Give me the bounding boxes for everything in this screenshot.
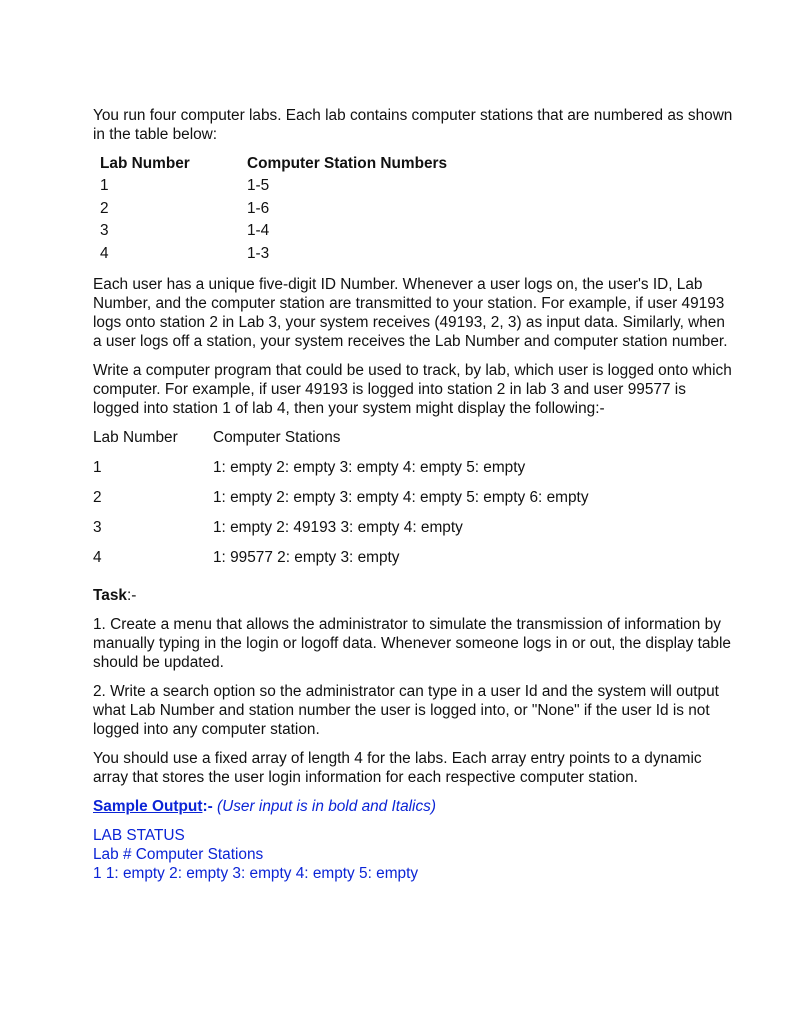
task-label: Task xyxy=(93,587,127,605)
lab-table-header-row xyxy=(94,153,453,175)
table-row xyxy=(94,175,453,197)
display-lab-number: 1 xyxy=(93,459,102,477)
sample-line: LAB STATUS xyxy=(93,827,185,845)
station-range-cell: 1-6 xyxy=(247,199,270,217)
display-lab-header: Lab Number xyxy=(93,429,178,447)
task-heading xyxy=(93,586,733,605)
lab-number-header: Lab Number xyxy=(100,155,190,172)
station-range-cell: 1-3 xyxy=(247,244,270,262)
display-stations: 1: empty 2: 49193 3: empty 4: empty xyxy=(213,519,463,537)
display-stations: 1: 99577 2: empty 3: empty xyxy=(213,549,400,567)
table-row xyxy=(94,220,453,242)
sample-output-suffix: :- xyxy=(202,798,213,816)
sample-output-note: (User input is in bold and Italics) xyxy=(217,798,436,816)
table-row xyxy=(94,198,453,220)
display-header-row xyxy=(93,428,733,458)
task-item-1: 1. Create a menu that allows the administrator to simulate the transmission of information by manually typing in the login or logoff data. Whenever someone logs in or out, the display table should be updated. xyxy=(93,616,731,672)
display-row xyxy=(93,548,733,578)
display-lab-number: 2 xyxy=(93,489,102,507)
sample-output-lines xyxy=(93,826,733,883)
program-description-paragraph: Write a computer program that could be used to track, by lab, which user is logged onto which computer. For example, if user 49193 is logged into station 2 in lab 3 and user 99577 is logged into station 1 of lab 4, then your system might display the following:- xyxy=(93,362,732,418)
table-row xyxy=(94,243,453,265)
lab-number-cell: 3 xyxy=(100,222,109,240)
display-stations: 1: empty 2: empty 3: empty 4: empty 5: empty 6: empty xyxy=(213,489,589,507)
display-row xyxy=(93,518,733,548)
display-row xyxy=(93,488,733,518)
display-row xyxy=(93,458,733,488)
sample-output-heading xyxy=(93,797,733,816)
display-lab-number: 3 xyxy=(93,519,102,537)
lab-number-cell: 2 xyxy=(100,199,109,217)
lab-number-cell: 1 xyxy=(100,177,109,195)
fixed-array-paragraph: You should use a fixed array of length 4 for the labs. Each array entry points to a dynamic array that stores the user login information for each respective computer station. xyxy=(93,750,702,787)
document-page xyxy=(93,106,733,883)
display-stations: 1: empty 2: empty 3: empty 4: empty 5: empty xyxy=(213,459,526,477)
sample-line: Lab # Computer Stations xyxy=(93,846,264,864)
example-display xyxy=(93,428,733,578)
display-lab-number: 4 xyxy=(93,549,102,567)
station-numbers-header: Computer Station Numbers xyxy=(247,155,448,172)
lab-number-cell: 4 xyxy=(100,244,109,262)
task-suffix: :- xyxy=(126,587,137,605)
sample-line: 1 1: empty 2: empty 3: empty 4: empty 5: empty xyxy=(93,865,419,883)
display-stations-header: Computer Stations xyxy=(213,429,341,447)
station-range-cell: 1-5 xyxy=(247,177,270,195)
lab-table xyxy=(94,153,453,265)
station-range-cell: 1-4 xyxy=(247,222,270,240)
sample-output-label: Sample Output xyxy=(93,798,203,816)
task-item-2: 2. Write a search option so the administrator can type in a user Id and the system will output what Lab Number and station number the user is logged into, or "None" if the user Id is not logged into any computer station. xyxy=(93,683,719,739)
intro-paragraph: You run four computer labs. Each lab contains computer stations that are numbered as shown in the table below: xyxy=(93,107,733,143)
user-id-paragraph: Each user has a unique five-digit ID Number. Whenever a user logs on, the user's ID, Lab Number, and the computer station are transmitted to your station. For example, if user 49193 logs onto station 2 in Lab 3, your system receives (49193, 2, 3) as input data. Similarly, when a user logs off a station, your system receives the Lab Number and computer station number. xyxy=(93,276,728,351)
